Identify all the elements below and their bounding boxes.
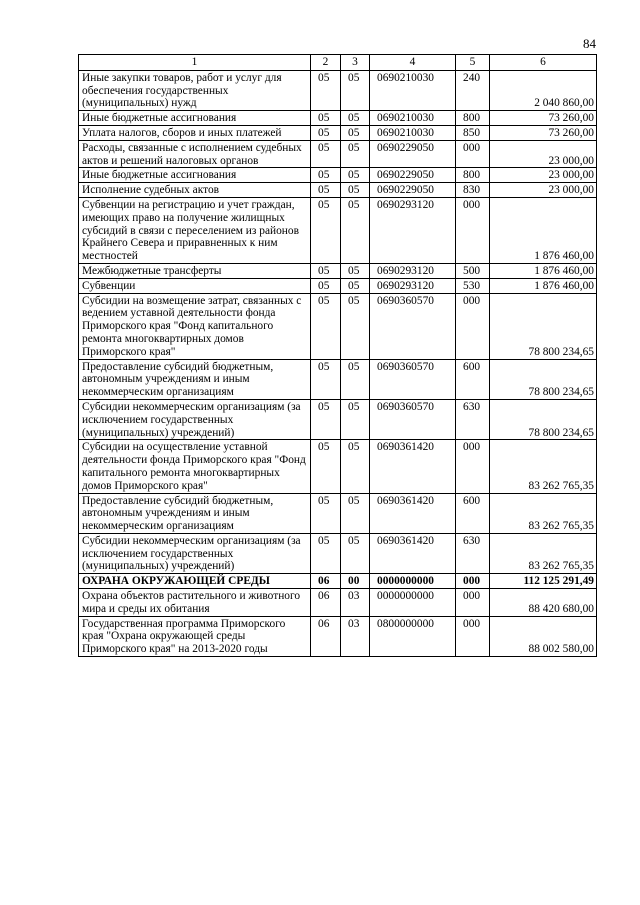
row-name-cell: ОХРАНА ОКРУЖАЮЩЕЙ СРЕДЫ xyxy=(79,574,311,589)
target-article-cell: 0690293120 xyxy=(370,278,456,293)
target-article-cell: 0690210030 xyxy=(370,125,456,140)
amount-cell: 23 000,00 xyxy=(490,140,597,168)
expense-type-cell: 000 xyxy=(456,440,490,493)
expense-type-cell: 500 xyxy=(456,263,490,278)
expense-type-cell: 600 xyxy=(456,493,490,533)
section-code-cell: 05 xyxy=(311,440,341,493)
subsection-code-cell: 05 xyxy=(341,399,370,439)
target-article-cell: 0000000000 xyxy=(370,589,456,617)
amount-cell: 1 876 460,00 xyxy=(490,263,597,278)
section-code-cell: 05 xyxy=(311,293,341,359)
row-name-cell: Расходы, связанные с исполнением судебных актов и решений налоговых органов xyxy=(79,140,311,168)
subsection-code-cell: 05 xyxy=(341,140,370,168)
table-row xyxy=(79,168,597,183)
section-code-cell: 05 xyxy=(311,140,341,168)
table-row xyxy=(79,440,597,493)
amount-cell: 73 260,00 xyxy=(490,111,597,126)
section-code-cell: 05 xyxy=(311,493,341,533)
section-code-cell: 05 xyxy=(311,399,341,439)
row-name-cell: Иные закупки товаров, работ и услуг для обеспечения государственных (муниципальных) нужд xyxy=(79,70,311,110)
subsection-code-cell: 05 xyxy=(341,293,370,359)
table-row xyxy=(79,359,597,399)
target-article-cell: 0690361420 xyxy=(370,533,456,573)
table-row xyxy=(79,70,597,110)
target-article-cell: 0690360570 xyxy=(370,359,456,399)
table-row xyxy=(79,111,597,126)
table-row xyxy=(79,533,597,573)
page-number: 84 xyxy=(583,36,596,51)
expense-type-cell: 000 xyxy=(456,616,490,656)
subsection-code-cell: 05 xyxy=(341,197,370,263)
amount-cell: 23 000,00 xyxy=(490,183,597,198)
row-name-cell: Субвенции на регистрацию и учет граждан, имеющих право на получение жилищных субсидий в связи с переселением из районов Крайнего Севера и приравненных к ним местностей xyxy=(79,197,311,263)
row-name-cell: Предоставление субсидий бюджетным, автономным учреждениям и иным некоммерческим организациям xyxy=(79,493,311,533)
section-code-cell: 05 xyxy=(311,70,341,110)
expense-type-cell: 630 xyxy=(456,399,490,439)
expense-type-cell: 800 xyxy=(456,111,490,126)
amount-cell: 1 876 460,00 xyxy=(490,197,597,263)
section-code-cell: 05 xyxy=(311,111,341,126)
amount-cell: 83 262 765,35 xyxy=(490,533,597,573)
column-header: 6 xyxy=(490,55,597,71)
subsection-code-cell: 05 xyxy=(341,493,370,533)
amount-cell: 78 800 234,65 xyxy=(490,293,597,359)
row-name-cell: Предоставление субсидий бюджетным, автономным учреждениям и иным некоммерческим организациям xyxy=(79,359,311,399)
row-name-cell: Иные бюджетные ассигнования xyxy=(79,111,311,126)
amount-cell: 23 000,00 xyxy=(490,168,597,183)
expense-type-cell: 530 xyxy=(456,278,490,293)
section-code-cell: 05 xyxy=(311,168,341,183)
subsection-code-cell: 05 xyxy=(341,263,370,278)
subsection-code-cell: 05 xyxy=(341,533,370,573)
subsection-code-cell: 03 xyxy=(341,616,370,656)
table-row xyxy=(79,574,597,589)
expense-type-cell: 240 xyxy=(456,70,490,110)
row-name-cell: Субсидии на возмещение затрат, связанных с ведением уставной деятельности фонда Приморского края "Фонд капитального ремонта многоквартирных домов Приморского края" xyxy=(79,293,311,359)
target-article-cell: 0690293120 xyxy=(370,197,456,263)
row-name-cell: Уплата налогов, сборов и иных платежей xyxy=(79,125,311,140)
subsection-code-cell: 05 xyxy=(341,168,370,183)
expense-type-cell: 000 xyxy=(456,574,490,589)
column-header: 3 xyxy=(341,55,370,71)
amount-cell: 88 002 580,00 xyxy=(490,616,597,656)
expense-type-cell: 000 xyxy=(456,197,490,263)
target-article-cell: 0690229050 xyxy=(370,183,456,198)
target-article-cell: 0690360570 xyxy=(370,293,456,359)
amount-cell: 88 420 680,00 xyxy=(490,589,597,617)
amount-cell: 78 800 234,65 xyxy=(490,399,597,439)
target-article-cell: 0690229050 xyxy=(370,168,456,183)
subsection-code-cell: 05 xyxy=(341,70,370,110)
table-row xyxy=(79,616,597,656)
target-article-cell: 0690229050 xyxy=(370,140,456,168)
amount-cell: 83 262 765,35 xyxy=(490,493,597,533)
amount-cell: 73 260,00 xyxy=(490,125,597,140)
table-row xyxy=(79,278,597,293)
table-row xyxy=(79,197,597,263)
amount-cell: 2 040 860,00 xyxy=(490,70,597,110)
expense-type-cell: 000 xyxy=(456,140,490,168)
expense-type-cell: 000 xyxy=(456,293,490,359)
target-article-cell: 0690361420 xyxy=(370,440,456,493)
subsection-code-cell: 05 xyxy=(341,440,370,493)
section-code-cell: 06 xyxy=(311,574,341,589)
target-article-cell: 0690210030 xyxy=(370,111,456,126)
row-name-cell: Иные бюджетные ассигнования xyxy=(79,168,311,183)
row-name-cell: Субсидии на осуществление уставной деятельности фонда Приморского края "Фонд капитального ремонта многоквартирных домов Приморского края" xyxy=(79,440,311,493)
column-header: 1 xyxy=(79,55,311,71)
subsection-code-cell: 05 xyxy=(341,359,370,399)
section-code-cell: 05 xyxy=(311,359,341,399)
expense-type-cell: 600 xyxy=(456,359,490,399)
budget-table xyxy=(78,54,597,657)
table-row xyxy=(79,589,597,617)
row-name-cell: Субсидии некоммерческим организациям (за исключением государственных (муниципальных) учреждений) xyxy=(79,399,311,439)
row-name-cell: Межбюджетные трансферты xyxy=(79,263,311,278)
section-code-cell: 05 xyxy=(311,278,341,293)
row-name-cell: Охрана объектов растительного и животного мира и среды их обитания xyxy=(79,589,311,617)
column-header: 2 xyxy=(311,55,341,71)
table-row xyxy=(79,493,597,533)
expense-type-cell: 830 xyxy=(456,183,490,198)
row-name-cell: Исполнение судебных актов xyxy=(79,183,311,198)
expense-type-cell: 630 xyxy=(456,533,490,573)
subsection-code-cell: 05 xyxy=(341,278,370,293)
column-header: 4 xyxy=(370,55,456,71)
expense-type-cell: 850 xyxy=(456,125,490,140)
section-code-cell: 05 xyxy=(311,533,341,573)
section-code-cell: 05 xyxy=(311,263,341,278)
column-header: 5 xyxy=(456,55,490,71)
expense-type-cell: 800 xyxy=(456,168,490,183)
expense-type-cell: 000 xyxy=(456,589,490,617)
table-row xyxy=(79,399,597,439)
section-code-cell: 05 xyxy=(311,197,341,263)
table-body xyxy=(79,70,597,656)
section-code-cell: 05 xyxy=(311,125,341,140)
row-name-cell: Государственная программа Приморского края "Охрана окружающей среды Приморского края" на 2013-2020 годы xyxy=(79,616,311,656)
section-code-cell: 06 xyxy=(311,589,341,617)
subsection-code-cell: 03 xyxy=(341,589,370,617)
target-article-cell: 0000000000 xyxy=(370,574,456,589)
amount-cell: 83 262 765,35 xyxy=(490,440,597,493)
subsection-code-cell: 05 xyxy=(341,183,370,198)
amount-cell: 78 800 234,65 xyxy=(490,359,597,399)
target-article-cell: 0800000000 xyxy=(370,616,456,656)
table-row xyxy=(79,183,597,198)
row-name-cell: Субсидии некоммерческим организациям (за исключением государственных (муниципальных) учреждений) xyxy=(79,533,311,573)
target-article-cell: 0690210030 xyxy=(370,70,456,110)
amount-cell: 112 125 291,49 xyxy=(490,574,597,589)
table-row xyxy=(79,263,597,278)
table-row xyxy=(79,293,597,359)
target-article-cell: 0690360570 xyxy=(370,399,456,439)
section-code-cell: 06 xyxy=(311,616,341,656)
subsection-code-cell: 05 xyxy=(341,125,370,140)
subsection-code-cell: 00 xyxy=(341,574,370,589)
row-name-cell: Субвенции xyxy=(79,278,311,293)
amount-cell: 1 876 460,00 xyxy=(490,278,597,293)
section-code-cell: 05 xyxy=(311,183,341,198)
target-article-cell: 0690361420 xyxy=(370,493,456,533)
table-row xyxy=(79,140,597,168)
table-row xyxy=(79,125,597,140)
target-article-cell: 0690293120 xyxy=(370,263,456,278)
table-header-row xyxy=(79,55,597,71)
subsection-code-cell: 05 xyxy=(341,111,370,126)
